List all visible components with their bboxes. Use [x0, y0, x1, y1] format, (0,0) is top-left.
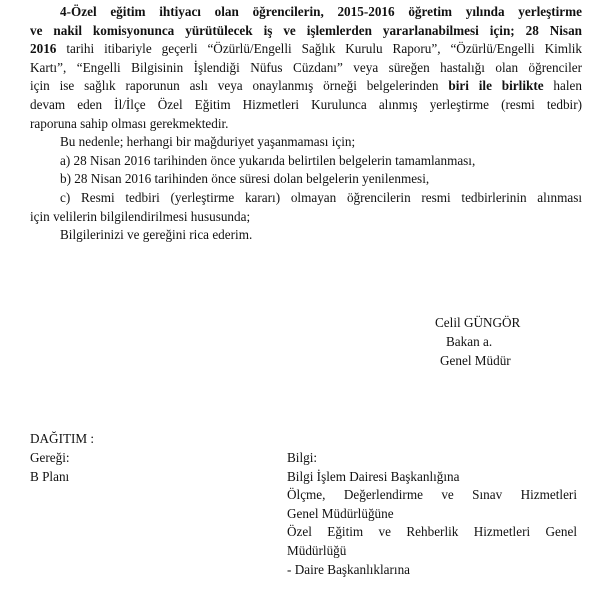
bilgi-item-cont: Genel Müdürlüğüne [287, 505, 394, 521]
signer-name: Celil GÜNGÖR [435, 315, 521, 330]
bilgi-item: Özel Eğitim ve Rehberlik Hizmetleri Genel [287, 524, 577, 540]
signer-role-2: Genel Müdür [440, 353, 511, 368]
gereği-column [30, 449, 70, 486]
gereği-item: B Planı [30, 468, 70, 484]
bold-text: 2016 [30, 41, 57, 57]
paragraph-1-line-5 [30, 77, 582, 96]
distribution-title: DAĞITIM : [30, 431, 95, 446]
signer-role-1: Bakan a. [446, 334, 493, 349]
text: için ise sağlık raporunun aslı veya onaylanmış örneği belgelerinden [30, 78, 449, 94]
text: a) 28 Nisan 2016 tarihinden önce yukarıda belirtilen belgelerin tamamlanması, [60, 152, 476, 168]
text: b) 28 Nisan 2016 tarihinden önce süresi dolan belgelerin yenilenmesi, [60, 171, 430, 187]
paragraph-4 [30, 170, 582, 189]
text: raporuna sahip olması gerekmektedir. [30, 115, 229, 131]
bilgi-item: Ölçme, Değerlendirme ve Sınav Hizmetleri [287, 487, 577, 503]
paragraph-5-line-1 [30, 189, 582, 208]
text: için velilerin bilgilendirilmesi hususunda; [30, 208, 251, 224]
bilgi-column [287, 449, 577, 579]
paragraph-1-line-4 [30, 59, 582, 78]
paragraph-1-line-6 [30, 96, 582, 115]
bold-text: biri ile birlikte [448, 78, 544, 94]
paragraph-2 [30, 133, 582, 152]
bilgi-label: Bilgi: [287, 450, 318, 465]
bilgi-item: Bilgi İşlem Dairesi Başkanlığına [287, 468, 460, 484]
paragraph-3 [30, 152, 582, 171]
text: devam eden İl/İlçe Özel Eğitim Hizmetleri Kurulunca alınmış yerleştirme (resmi tedbir) [30, 96, 582, 112]
paragraph-6 [30, 226, 582, 245]
paragraph-5-line-2 [30, 208, 582, 227]
text: c) Resmi tedbiri (yerleştirme kararı) olmayan öğrencilerin resmi tedbirlerinin alınması [60, 189, 582, 205]
letter-body [30, 3, 582, 245]
paragraph-1-line-3 [30, 40, 582, 59]
gereği-label: Gereği: [30, 450, 70, 465]
bold-text: 4-Özel eğitim ihtiyacı olan öğrencilerin, 2015-2016 öğretim yılında yerleştirme [60, 4, 582, 19]
paragraph-1-line-1 [30, 3, 582, 22]
paragraph-1-line-2 [30, 22, 582, 41]
text: Bu nedenle; herhangi bir mağduriyet yaşanmaması için; [60, 134, 356, 150]
text: tarihi itibariyle geçerli “Özürlü/Engelli Sağlık Kurulu Raporu”, “Özürlü/Engelli Kimlik [56, 41, 582, 57]
text: halen [543, 78, 582, 94]
paragraph-1-line-7 [30, 115, 582, 134]
bold-text: ve nakil komisyonunca yürütülecek iş ve işlemlerden yararlanabilmesi için; 28 Nisan [30, 22, 582, 38]
bilgi-item: - Daire Başkanlıklarına [287, 561, 411, 577]
text: Kartı”, “Engelli Bilgisinin İşlendiği Nüfus Cüzdanı” veya süreğen hastalığı olan öğrenciler [30, 59, 582, 75]
text: Bilgilerinizi ve gereğini rica ederim. [60, 227, 253, 243]
bilgi-item-cont: Müdürlüğü [287, 542, 347, 558]
